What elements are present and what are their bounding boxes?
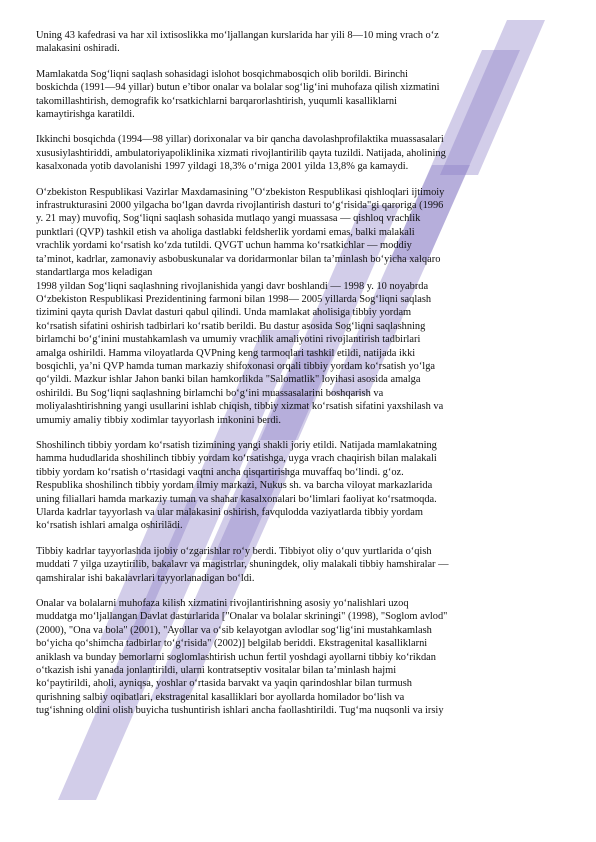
paragraph: Mamlakatda Sog‘liqni saqlash sohasidagi islohot bosqichmabosqich olib borildi. Birinchi boskichda (1991—94 yillar) butun e’tibor onalar va bolalar sog‘lig‘ini muhofaza qilish xizmatini takomillashtirish, demografik ko‘rsatkichlarni barqarorlashtirish, yuqumli kasalliklarni kamaytirishga karatildi. [36, 68, 440, 121]
paragraph: O‘zbekiston Respublikasi Vazirlar Maxdamasining "O‘zbekiston Respublikasi qishloqlari ijtimoiy infrastrukturasini 2000 yilgacha bo‘lgan davrda rivojlantirish dasturi to‘g‘risida"gi qaroriga (1996 y. 21 may) muvofiq, Sog‘liqni saqlash sohasida mutlaqo yangi muassasa — qishloq vrachlik punktlari (QVP) tashkil etish va aholiga dastlabki feldsherlik yordami emas, balki malakali vrachlik yordami ko‘rsatish ko‘zda tutildi. QVGT uchun hamma ko‘rsatkichlar — moddiy ta’minot, kadrlar, zamonaviy asbobuskunalar va doridarmonlar bilan ta’minlash bo‘yicha xalqaro standartlarga mos keladigan [36, 186, 445, 279]
document-page [36, 29, 558, 730]
paragraph: Ikkinchi bosqichda (1994—98 yillar) dorixonalar va bir qancha davolashprofilaktika muassasalari xususiylashtiriddi, ambulatoriyapoliklinika xizmati rivojlantirilib qayta tuzildi. Natijada, aholining kasalxonada yotib davolanishi 1997 yildagi 18,3% o‘rniga 2001 yilda 13,8% ga kamaydi. [36, 134, 446, 173]
paragraph: Shoshilinch tibbiy yordam ko‘rsatish tizimining yangi shakli joriy etildi. Natijada mamlakatning hamma hududlarida shoshilinch tibbiy yordam ko‘rsatishga, uyga vrach chaqirish bilan malakali tibbiy yordam ko‘rsatish o‘rtasidagi vaqtni ancha qisqartirishga muvaffaq bo‘lindi. g‘oz. Respublika shoshilinch tibbiy yordam ilmiy markazi, Nukus sh. va barcha viloyat markazlarida uning filiallari hamda markaziy tuman va shahar kasalxonalari bo‘limlari faoliyat ko‘rsatmoqda. Ularda kadrlar tayyorlash va ular malakasini oshirish, favqulodda vaziyatlarda tibbiy yordam ko‘rsatish ishlari amalga oshirilādi. [36, 439, 437, 532]
paragraph: Uning 43 kafedrasi va har xil ixtisoslikka mo‘ljallangan kurslarida har yili 8—10 ming vrach o‘z malakasini oshiradi. [36, 30, 439, 55]
paragraph: Onalar va bolalarni muhofaza kilish xizmatini rivojlantirishning asosiy yo‘nalishlari uzoq muddatga mo‘ljallangan Davlat dasturlarida ["Onalar va bolalar skriningi" (1998), "Soglom avlod" (2000), "Ona va bola" (2001), "Ayollar va o‘sib kelayotgan avlodlar sog‘lig‘ini mustahkamlash bo‘yicha qo‘shimcha tadbirlar to‘g‘risida" (2002)] belgilab beriddi. Ekstragenital kasalliklarni aniklash va bunday bemorlarni soglomlashtirish uchun fertil yoshdagi ayollarni tibbiy ko‘rikdan o‘tkazish ishi yanada jonlantirildi, ularni kontratseptiv vositalar bilan ta’minlash hajmi ko‘paytirildi, aholi, ayniqsa, yoshlar o‘rtasida barvakt va yaqin qarindoshlar bilan turmush qurishning salbiy oqibatlari, ekstragenital kasalliklari bor ayollarda homilador bo‘lish va tug‘ishning oldini olish buyicha tushuntirish ishlari ancha faollashtirildi. Tug‘ma nuqsonli va irsiy [36, 598, 448, 717]
paragraph: Tibbiy kadrlar tayyorlashda ijobiy o‘zgarishlar ro‘y berdi. Tibbiyot oliy o‘quv yurtlarida o‘qish muddati 7 yilga uzaytirilib, bakalavr va magistrlar, shuningdek, oliy malakali tibbiy hamshiralar — qamshiralar ishi bakalavrlari tayyorlanadigan bo‘ldi. [36, 545, 449, 584]
paragraph: 1998 yildan Sog‘liqni saqlashning rivojlanishida yangi davr boshlandi — 1998 y. 10 noyabrda O‘zbekiston Respublikasi Prezidentining farmoni bilan 1998— 2005 yillarda Sog‘liqni saqlash tizimini qayta qurish Davlat dasturi qabul qilindi. Unda mamlakat aholisiga tibbiy yordam ko‘rsatish sifatini oshirish tadbirlari ko‘rsatib berildi. Bu dastur asosida Sog‘liqni saqlashning birlamchi bo‘g‘inini mustahkamlash va umumiy vrachlik amaliyotini rivojlantirish tadbirlari amalga oshirildi. Hamma viloyatlarda QVPning keng tarmoqlari tashkil etildi, natijada ikki bosqichli, ya’ni QVP hamda tuman markaziy shifoxonasi orqali tibbiy yordam ko‘rsatish yo‘lga qo‘yildi. Mazkur ishlar Jahon banki bilan hamkorlikda "Salomatlik" loyihasi asosida amalga oshirildi. Bu Sog‘liqni saqlashning birlamchi bo‘g‘ini muassasalarini boshqarish va moliyalashtirishning yangi usullarini ishlab chiqish, tibbiy xizmat ko‘rsatish sifatini yaxshilash va umumiy amaliy tibbiy xodimlar tayyorlash imkonini berdi. [36, 280, 444, 426]
